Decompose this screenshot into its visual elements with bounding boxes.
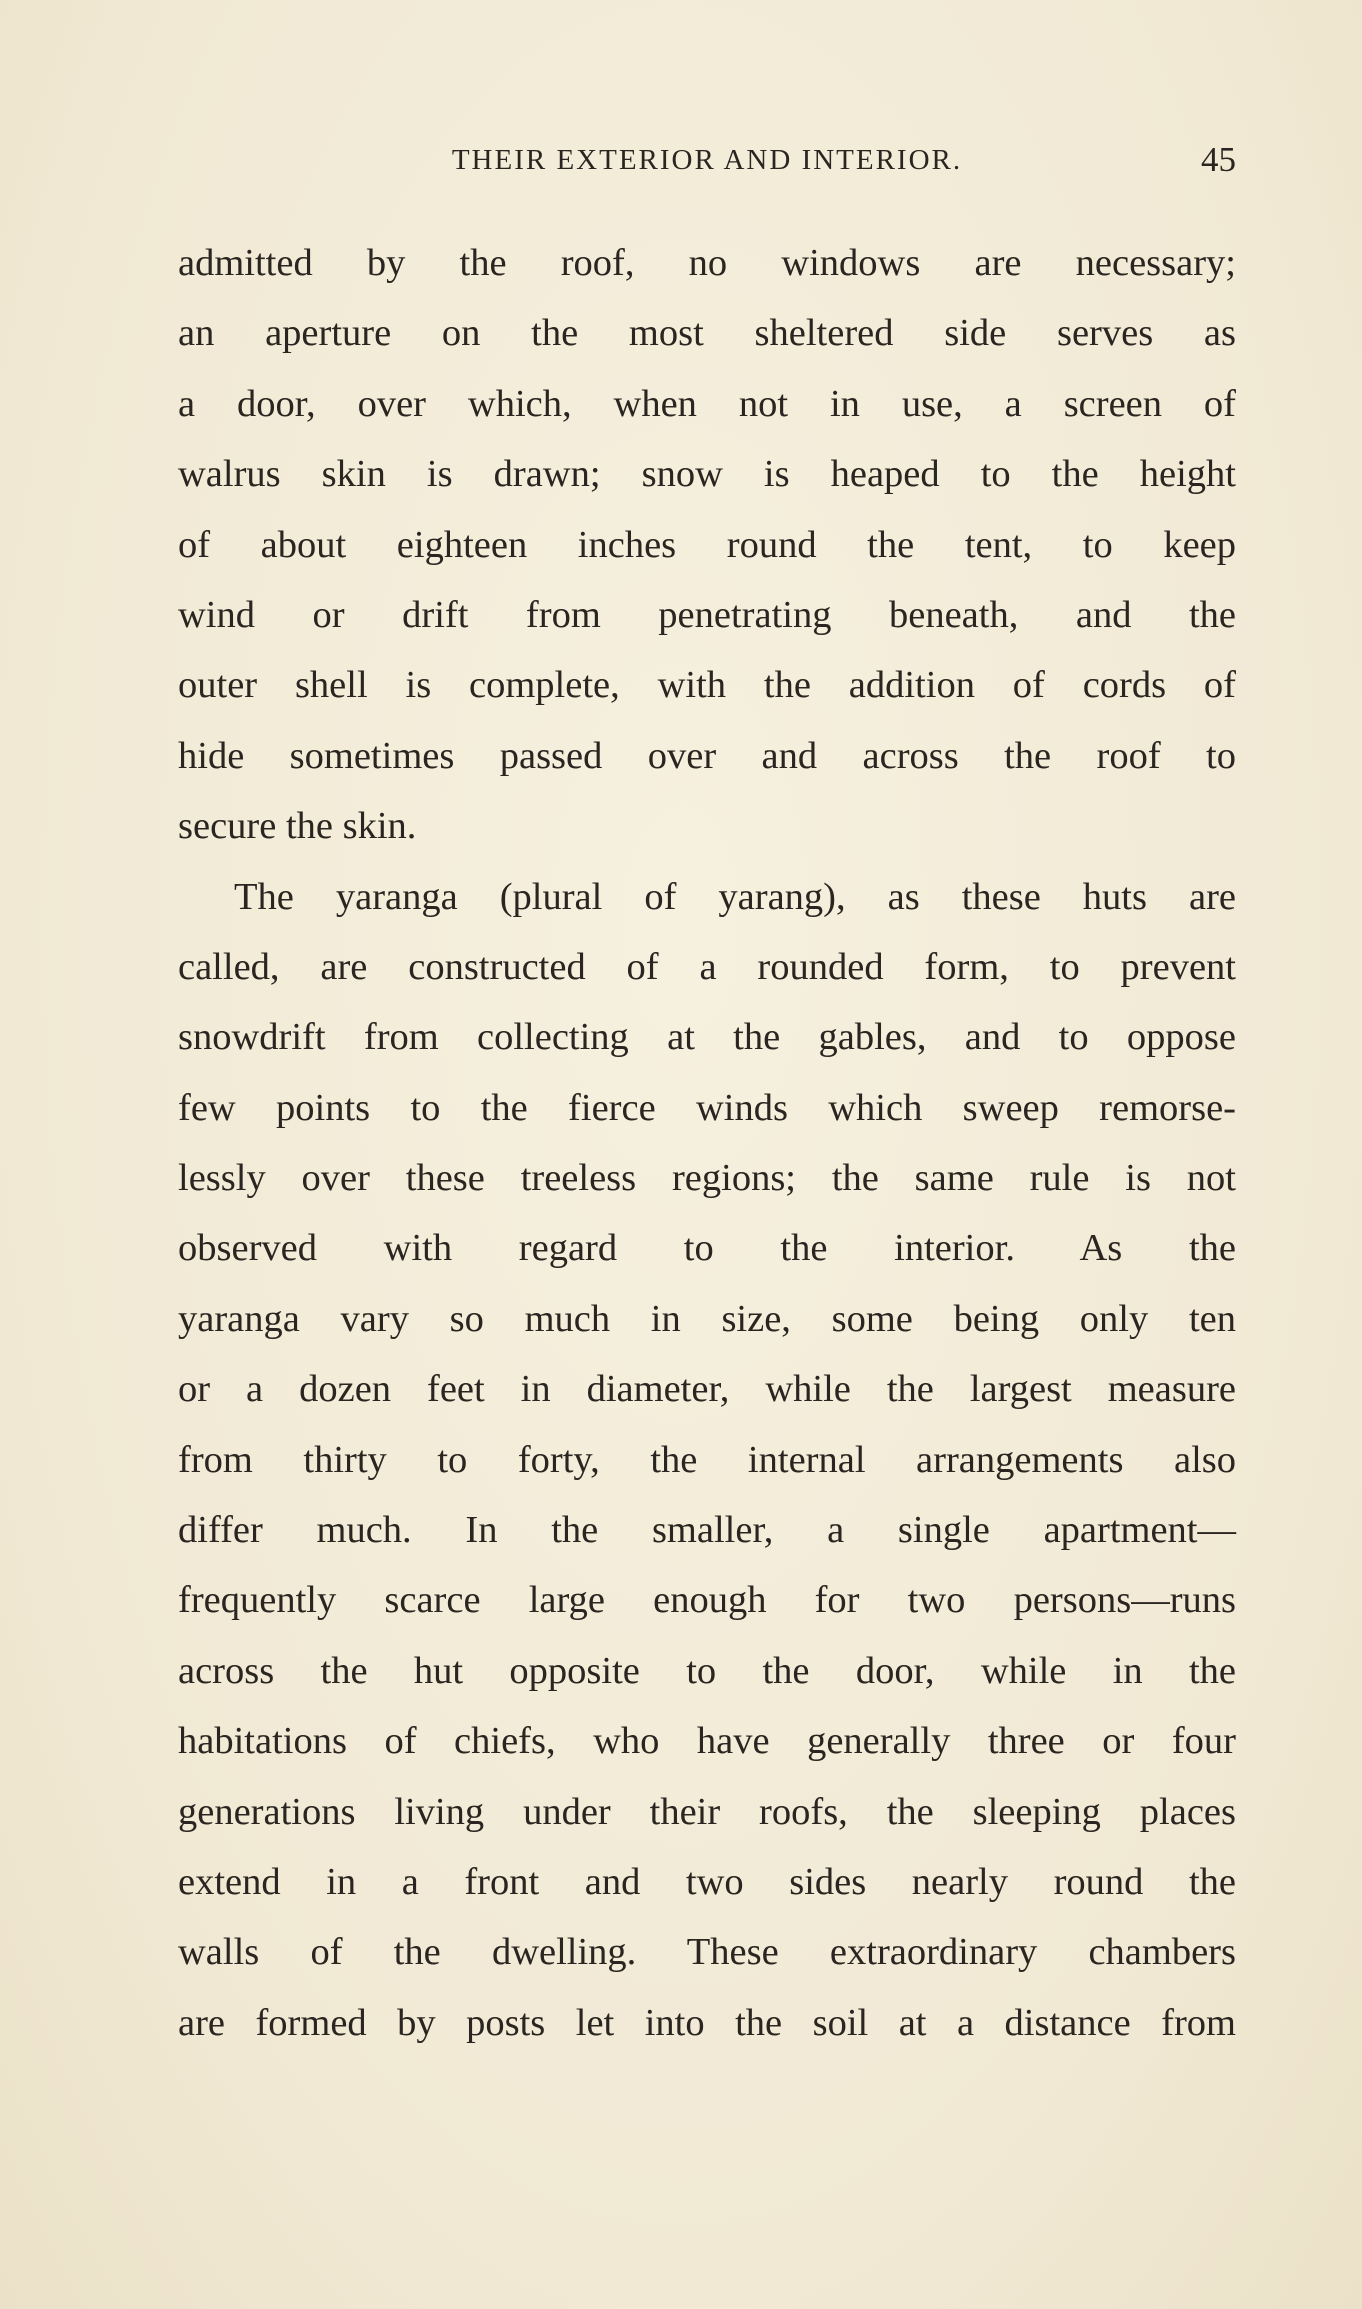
text-line: or a dozen feet in diameter, while the largest measure — [178, 1368, 1236, 1411]
text-line: secure the skin. — [178, 805, 417, 848]
text-line: extend in a front and two sides nearly round the — [178, 1860, 1236, 1903]
text-line: from thirty to forty, the internal arrangements also — [178, 1438, 1236, 1481]
text-line: admitted by the roof, no windows are necessary; — [178, 242, 1236, 284]
text-line: walrus skin is drawn; snow is heaped to the height — [178, 453, 1236, 496]
text-line: lessly over these treeless regions; the same rule is not — [178, 1157, 1236, 1200]
text-line: generations living under their roofs, the sleeping places — [178, 1790, 1236, 1833]
text-line: frequently scarce large enough for two persons—runs — [178, 1579, 1236, 1622]
running-title: THEIR EXTERIOR AND INTERIOR. — [451, 144, 963, 176]
page-number: 45 — [1201, 140, 1236, 179]
text-line: The yaranga (plural of yarang), as these huts are — [234, 875, 1236, 918]
text-line: differ much. In the smaller, a single apartment— — [178, 1509, 1236, 1552]
text-line: few points to the fierce winds which sweep remorse- — [178, 1086, 1236, 1129]
text-line: are formed by posts let into the soil at a distance from — [178, 2001, 1236, 2044]
text-line: outer shell is complete, with the addition of cords of — [178, 664, 1236, 707]
text-line: an aperture on the most sheltered side serves as — [178, 312, 1236, 355]
text-line: snowdrift from collecting at the gables, and to oppose — [178, 1016, 1236, 1059]
body-text — [178, 228, 1236, 2058]
text-line: habitations of chiefs, who have generally three or four — [178, 1720, 1236, 1763]
text-line: across the hut opposite to the door, while in the — [178, 1649, 1236, 1692]
text-line: a door, over which, when not in use, a screen of — [178, 382, 1236, 425]
text-line: observed with regard to the interior. As the — [178, 1227, 1236, 1270]
text-line: yaranga vary so much in size, some being only ten — [178, 1297, 1236, 1340]
text-line: hide sometimes passed over and across the roof to — [178, 734, 1236, 777]
text-line: wind or drift from penetrating beneath, and the — [178, 593, 1236, 636]
text-line: walls of the dwelling. These extraordinary chambers — [178, 1931, 1236, 1974]
running-head — [178, 138, 1236, 182]
text-line: of about eighteen inches round the tent, to keep — [178, 523, 1236, 566]
text-line: called, are constructed of a rounded form, to prevent — [178, 945, 1236, 988]
